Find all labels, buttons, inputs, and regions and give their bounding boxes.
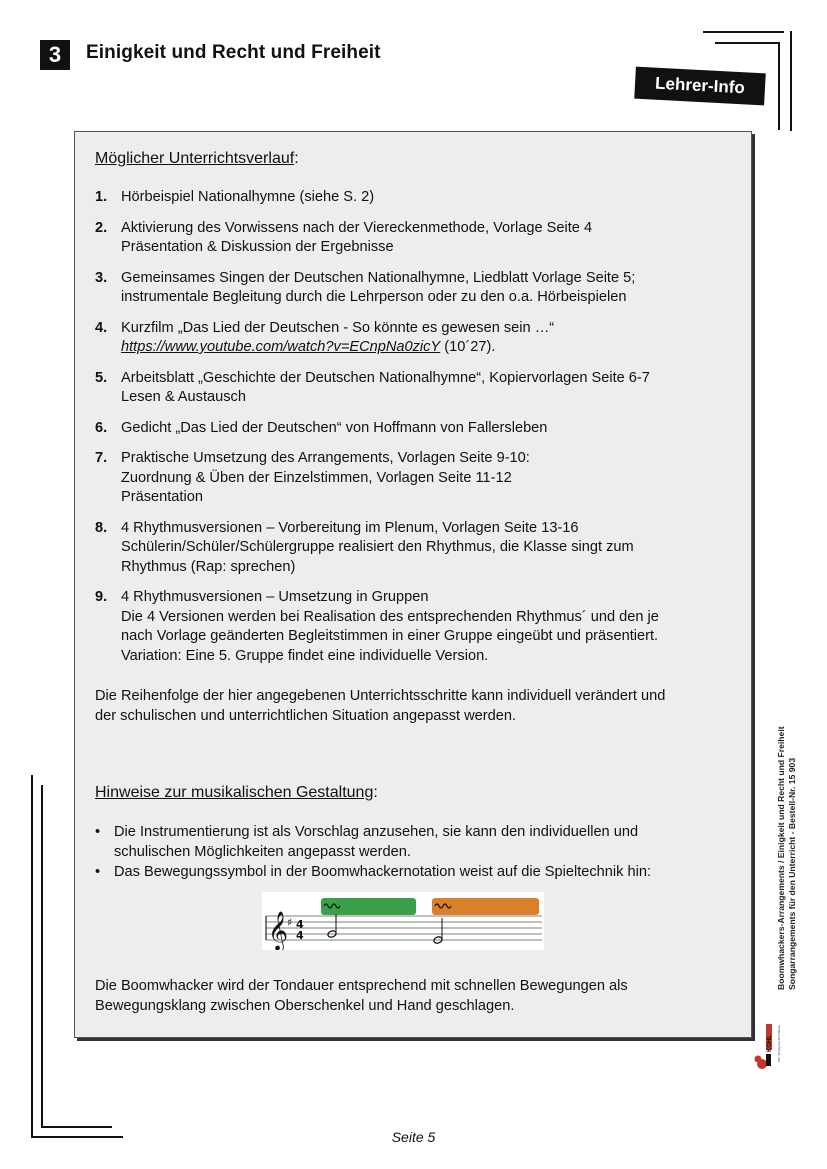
sidebar-line: Songarrangements für den Unterricht - Bestell-Nr. 15 903 xyxy=(787,757,797,990)
step-number: 9. xyxy=(95,589,108,605)
list-item xyxy=(95,588,745,666)
list-item xyxy=(95,319,745,358)
boomwhacker-bar-green xyxy=(321,898,416,915)
step-text: Lesen & Austausch xyxy=(121,389,246,405)
treble-clef-icon: 𝄞 xyxy=(268,911,289,950)
steps-list xyxy=(95,188,745,677)
closing-line: Bewegungsklang zwischen Oberschenkel und Hand geschlagen. xyxy=(95,998,515,1014)
note-line: der schulischen und unterrichtlichen Situation angepasst werden. xyxy=(95,708,517,724)
frame-line-right-1 xyxy=(778,42,780,130)
note-line: Die Reihenfolge der hier angegebenen Unterrichtsschritte kann individuell verändert und xyxy=(95,688,666,704)
step-text: Variation: Eine 5. Gruppe findet eine individuelle Version. xyxy=(121,647,489,664)
list-item xyxy=(95,822,735,862)
step-text: Hörbeispiel Nationalhymne (siehe S. 2) xyxy=(121,189,375,205)
step-text: instrumentale Begleitung durch die Lehrperson oder zu den o.a. Hörbeispielen xyxy=(121,289,627,305)
frame-line-top-2 xyxy=(715,42,778,44)
list-item xyxy=(95,269,745,308)
step-number: 1. xyxy=(95,189,108,205)
list-item xyxy=(95,862,735,882)
list-item xyxy=(95,449,745,508)
bullet-text: Die Instrumentierung ist als Vorschlag anzusehen, sie kann den individuellen und xyxy=(114,824,639,840)
order-note xyxy=(95,686,745,726)
publisher-sidebar xyxy=(776,726,798,990)
step-text: Praktische Umsetzung des Arrangements, Vorlagen Seite 9-10: xyxy=(121,450,530,466)
section-title-colon: : xyxy=(294,150,299,167)
boomwhacker-bar-orange xyxy=(432,898,539,915)
step-number: 4. xyxy=(95,319,108,336)
frame-line-top-1 xyxy=(703,31,784,33)
frame-line-left-2 xyxy=(41,785,43,1128)
step-text: nach Vorlage geänderten Begleitstimmen in einer Gruppe eingeübt und präsentiert. xyxy=(121,628,659,644)
time-signature-bottom: 4 xyxy=(296,929,304,942)
page-title: Einigkeit und Recht und Freiheit xyxy=(86,42,381,63)
closing-line: Die Boomwhacker wird der Tondauer entsprechend mit schnellen Bewegungen als xyxy=(95,978,628,994)
chapter-number: 3 xyxy=(40,40,70,70)
step-text: Präsentation & Diskussion der Ergebnisse xyxy=(121,239,394,255)
sharp-icon: ♯ xyxy=(287,916,293,929)
svg-text:KOHL: KOHL xyxy=(767,1035,773,1052)
boomwhacker-notation xyxy=(262,892,544,950)
list-item xyxy=(95,419,745,439)
bullet-text: Das Bewegungssymbol in der Boomwhackernotation weist auf die Spieltechnik hin: xyxy=(114,864,652,880)
list-item xyxy=(95,369,745,408)
bullet-icon: • xyxy=(95,824,101,840)
step-number: 2. xyxy=(95,219,108,236)
section-title: Hinweise zur musikalischen Gestaltung xyxy=(95,784,374,801)
lehrer-info-badge: Lehrer-Info xyxy=(634,67,765,106)
bullet-icon: • xyxy=(95,864,101,880)
section-heading-hints xyxy=(95,784,378,802)
step-number: 8. xyxy=(95,519,108,536)
bullet-text: schulischen Möglichkeiten angepasst werden. xyxy=(114,844,411,860)
youtube-link[interactable]: https://www.youtube.com/watch?v=ECnpNa0zicY xyxy=(121,339,441,355)
section-title: Möglicher Unterrichtsverlauf xyxy=(95,150,295,167)
svg-text:Der Verlag mit dem Baum: Der Verlag mit dem Baum xyxy=(777,1025,781,1062)
step-text: Zuordnung & Üben der Einzelstimmen, Vorlagen Seite 11-12 xyxy=(121,469,512,486)
frame-line-right-2 xyxy=(790,31,792,131)
step-text: Die 4 Versionen werden bei Realisation des entsprechenden Rhythmus´ und den je xyxy=(121,608,659,625)
step-text: Gemeinsames Singen der Deutschen Nationalhymne, Liedblatt Vorlage Seite 5; xyxy=(121,269,636,286)
step-number: 6. xyxy=(95,419,108,436)
hints-list xyxy=(95,822,735,882)
sidebar-line: Boomwhackers-Arrangements / Einigkeit und Recht und Freiheit xyxy=(776,726,786,990)
video-duration: (10´27). xyxy=(440,339,496,355)
step-text: Gedicht „Das Lied der Deutschen“ von Hoffmann von Fallersleben xyxy=(121,419,548,436)
section-title-colon: : xyxy=(373,784,378,801)
step-text: Präsentation xyxy=(121,489,203,505)
closing-text xyxy=(95,976,745,1016)
step-text: 4 Rhythmusversionen – Vorbereitung im Plenum, Vorlagen Seite 13-16 xyxy=(121,519,579,536)
step-number: 7. xyxy=(95,450,108,466)
step-text: Schülerin/Schüler/Schülergruppe realisiert den Rhythmus, die Klasse singt zum xyxy=(121,539,634,555)
list-item xyxy=(95,519,745,578)
step-number: 5. xyxy=(95,369,108,386)
step-text: Aktivierung des Vorwissens nach der Viereckenmethode, Vorlage Seite 4 xyxy=(121,219,593,236)
frame-line-bottom-2 xyxy=(41,1126,112,1128)
list-item xyxy=(95,188,745,208)
frame-line-left-1 xyxy=(31,775,33,1138)
kohl-verlag-logo xyxy=(752,1012,782,1072)
page-number: Seite 5 xyxy=(391,1129,436,1145)
step-text: Arbeitsblatt „Geschichte der Deutschen Nationalhymne“, Kopiervorlagen Seite 6-7 xyxy=(121,369,650,386)
list-item xyxy=(95,219,745,258)
step-text: 4 Rhythmusversionen – Umsetzung in Gruppen xyxy=(121,589,429,605)
step-text: Rhythmus (Rap: sprechen) xyxy=(121,558,296,575)
section-heading-course xyxy=(95,150,299,168)
step-text: Kurzfilm „Das Lied der Deutschen - So könnte es gewesen sein …“ xyxy=(121,319,555,336)
time-signature-top: 4 xyxy=(296,918,304,931)
step-number: 3. xyxy=(95,269,108,286)
